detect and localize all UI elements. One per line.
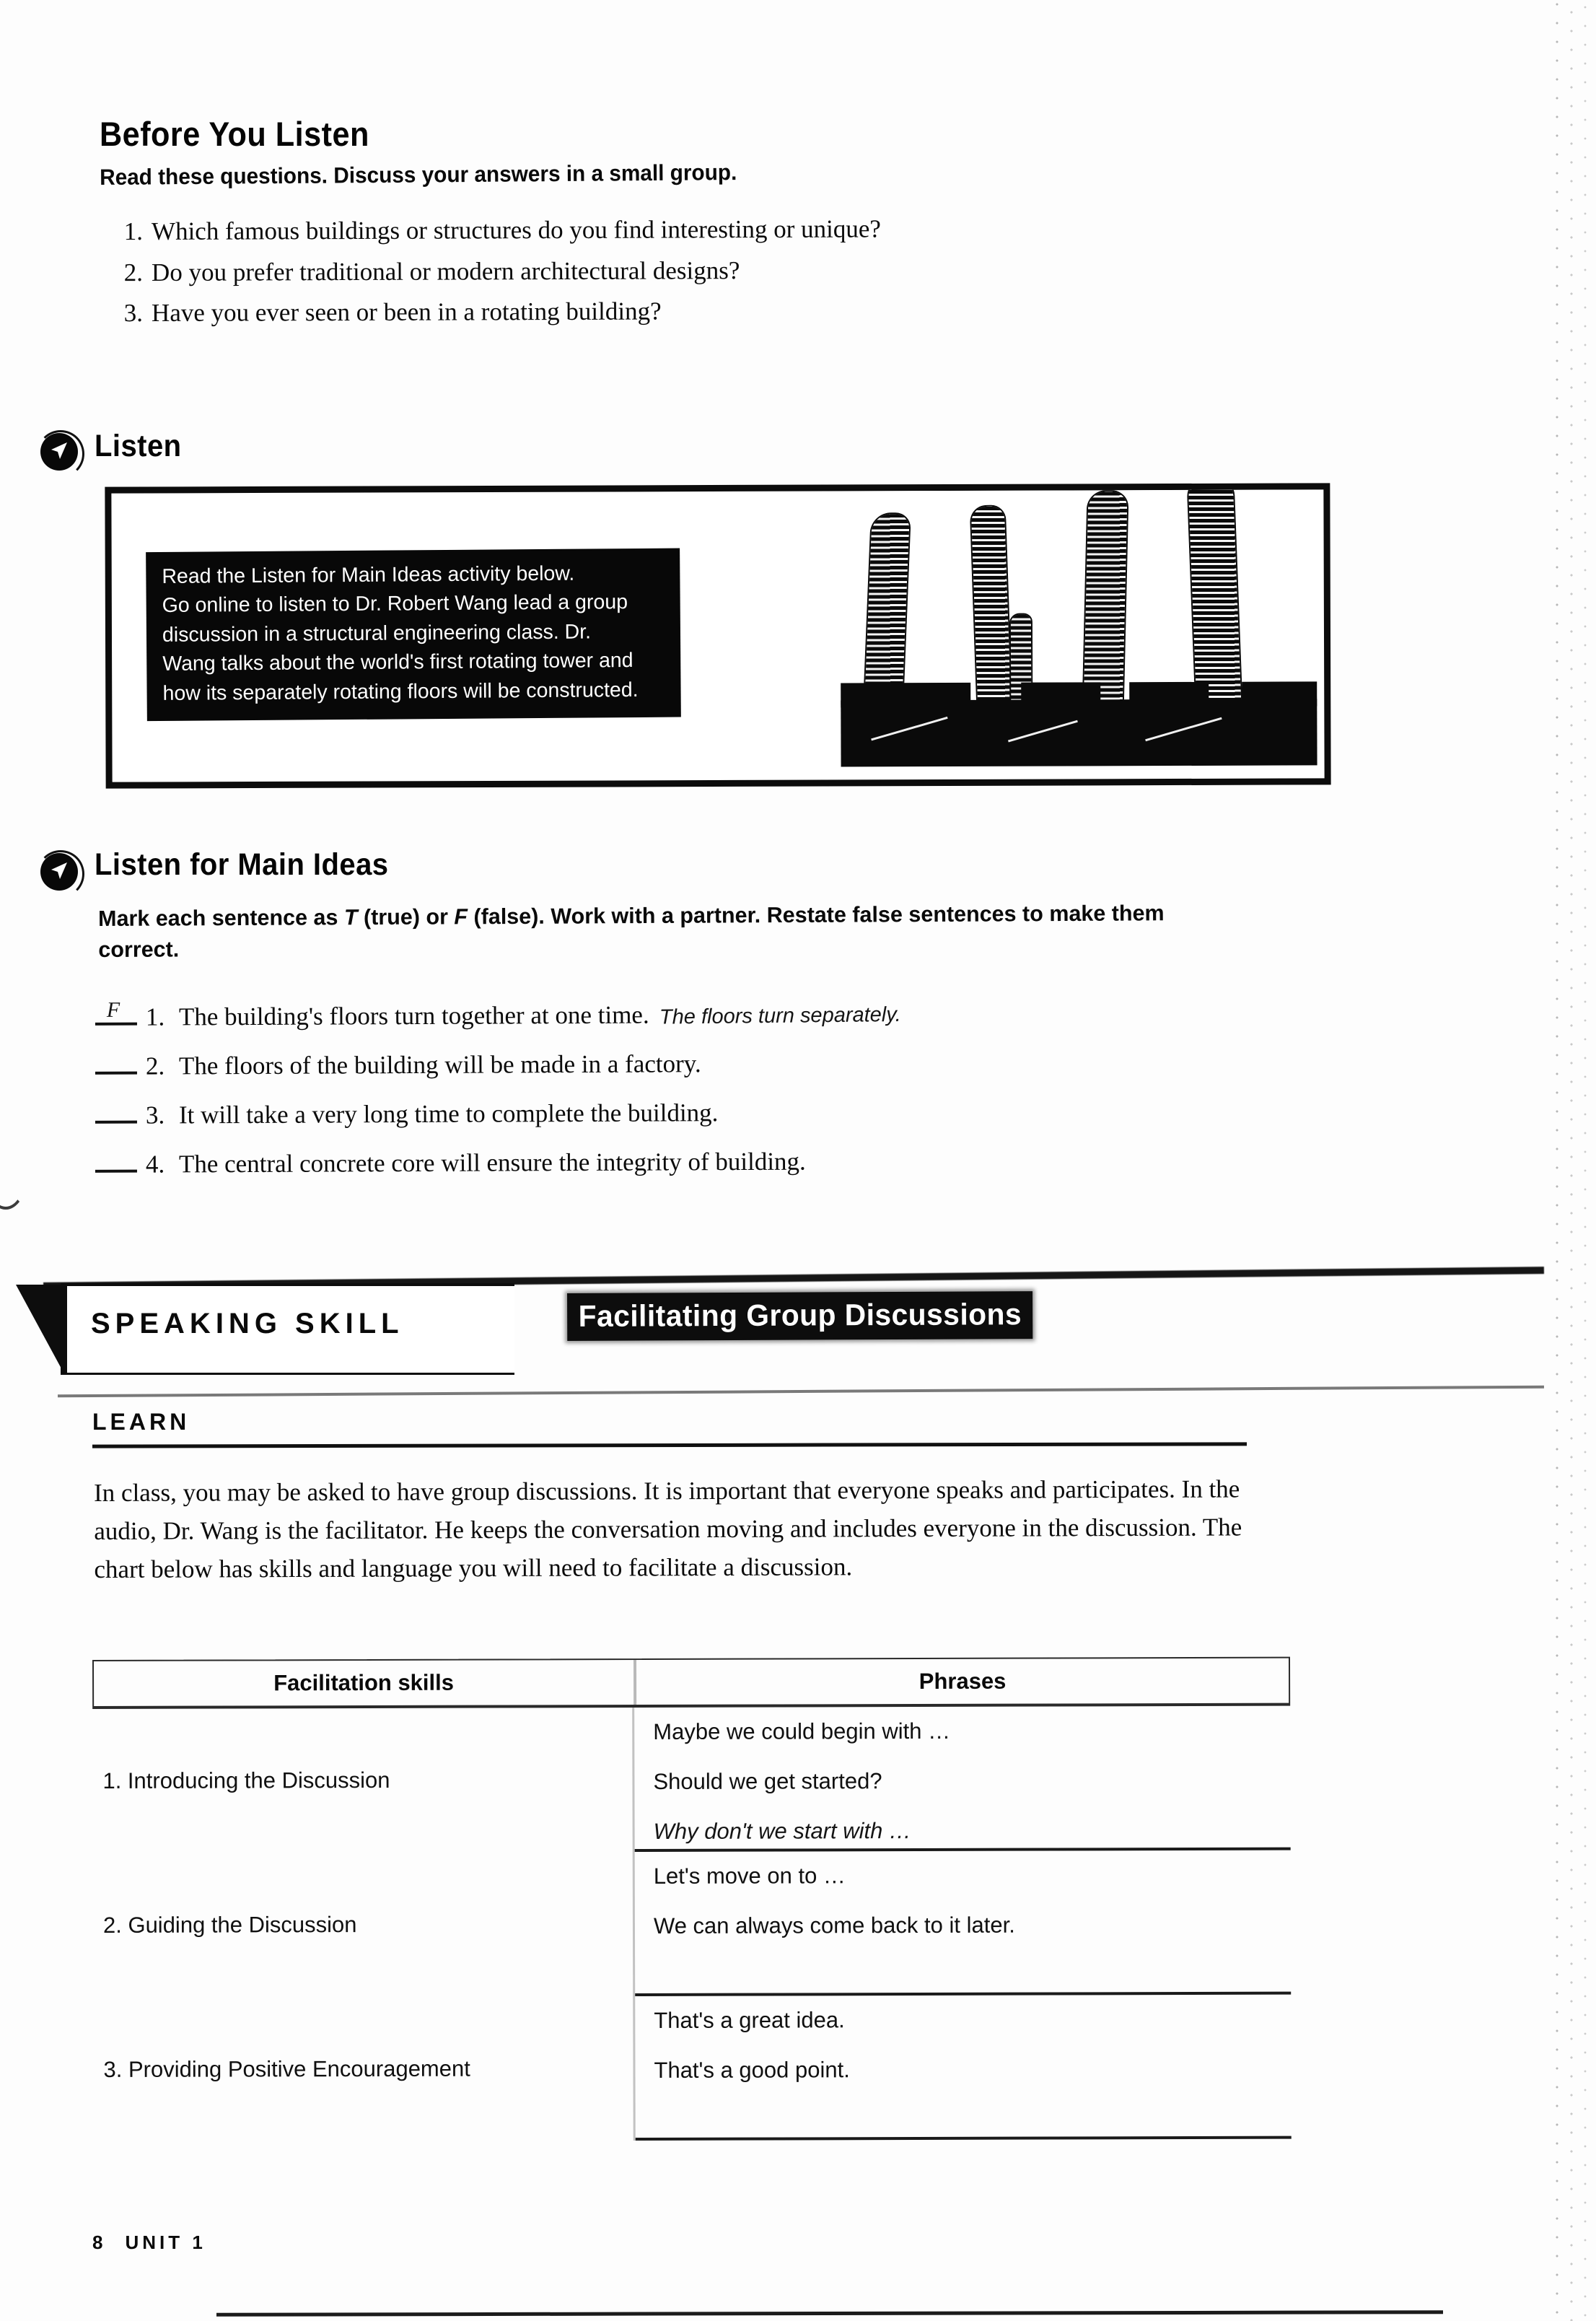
list-item-text: The building's floors turn together at one time. xyxy=(178,1000,649,1031)
list-item xyxy=(123,248,1378,294)
skyline-foreground xyxy=(841,699,1317,766)
answer-blank[interactable] xyxy=(95,1072,137,1075)
correction-note: The floors turn separately. xyxy=(659,1002,901,1029)
skill-cell: 2. Guiding the Discussion xyxy=(102,1912,357,1938)
phrase-item: Let's move on to … xyxy=(653,1863,846,1889)
phrase-cell xyxy=(635,1995,1292,2141)
table-row xyxy=(95,999,1394,1054)
answer-blank[interactable] xyxy=(95,1170,137,1173)
phrase-answer-blank[interactable] xyxy=(654,1963,1291,1987)
list-item-text: The floors of the building will be made in a factory. xyxy=(178,1049,701,1080)
before-you-listen-heading: Before You Listen xyxy=(100,115,369,153)
phrase-item: Maybe we could begin with … xyxy=(653,1718,951,1744)
phrase-answer-blank[interactable] xyxy=(654,2107,1292,2131)
caption-line: Wang talks about the world's first rotating tower and xyxy=(162,649,633,676)
phrase-answer-blank[interactable]: Why don't we start with … xyxy=(653,1818,912,1844)
true-false-list xyxy=(95,997,1394,1198)
list-item-text: Have you ever seen or been in a rotating building? xyxy=(151,297,662,328)
listen-caption-box xyxy=(146,548,681,722)
speaking-skill-label: SPEAKING SKILL xyxy=(91,1308,404,1339)
column-header-facilitation-skills: Facilitation skills xyxy=(273,1669,455,1696)
list-item-number: 3. xyxy=(123,299,144,328)
list-item-text: It will take a very long time to complete the building. xyxy=(178,1098,719,1129)
false-letter: F xyxy=(454,904,468,930)
listen-heading: Listen xyxy=(95,429,182,463)
skill-cell: 3. Providing Positive Encouragement xyxy=(103,2055,470,2082)
list-item-number: 4. xyxy=(145,1150,165,1179)
list-item-number: 1. xyxy=(123,217,144,246)
page-footer xyxy=(92,2232,206,2254)
rotating-tower-2 xyxy=(971,507,1012,723)
list-item-number: 1. xyxy=(145,1002,165,1031)
list-item-text: Which famous buildings or structures do you find interesting or unique? xyxy=(151,214,881,245)
learn-divider xyxy=(92,1442,1247,1448)
chart-header-row xyxy=(92,1657,1290,1709)
table-row xyxy=(92,1706,1291,1853)
phrase-item: That's a good point. xyxy=(654,2057,850,2083)
list-item-text: The central concrete core will ensure the integrity of building. xyxy=(178,1147,806,1179)
caption-line: Read the Listen for Main Ideas activity below. xyxy=(162,561,575,588)
phrase-item: Should we get started? xyxy=(653,1768,882,1794)
phrase-cell xyxy=(635,1850,1292,1996)
list-item-text: Do you prefer traditional or modern architectural designs? xyxy=(151,255,740,287)
page-number: 8 xyxy=(92,2232,107,2253)
scan-page-curl xyxy=(0,1140,27,1210)
table-row xyxy=(93,1850,1292,1998)
audio-arrow-badge-icon xyxy=(40,433,78,471)
banner-arrow-icon xyxy=(16,1285,62,1370)
list-item xyxy=(123,207,1378,253)
phrase-item: That's a great idea. xyxy=(654,2007,845,2033)
audio-arrow-badge-icon xyxy=(40,853,78,891)
true-letter: T xyxy=(343,905,358,930)
banner-bottom-rule xyxy=(58,1386,1544,1398)
before-you-listen-instruction: Read these questions. Discuss your answers in a small group. xyxy=(100,159,737,190)
caption-line: discussion in a structural engineering class. Dr. xyxy=(162,620,592,647)
table-row xyxy=(93,1995,1292,2142)
list-item-number: 3. xyxy=(145,1101,165,1129)
table-row xyxy=(95,1146,1394,1201)
speaking-skill-name: Facilitating Group Discussions xyxy=(567,1291,1033,1341)
learn-label: LEARN xyxy=(92,1409,190,1435)
answer-blank[interactable] xyxy=(95,1121,137,1124)
unit-label: UNIT 1 xyxy=(125,2232,206,2253)
answer-blank[interactable] xyxy=(95,997,137,1026)
facilitation-skills-chart xyxy=(92,1657,1292,2142)
instruction-part: (true) or xyxy=(357,904,455,930)
list-item xyxy=(123,289,1378,334)
skyline-photo xyxy=(840,489,1317,766)
skill-cell: 1. Introducing the Discussion xyxy=(102,1767,390,1793)
caption-line: how its separately rotating floors will be constructed. xyxy=(162,678,639,705)
learn-paragraph: In class, you may be asked to have group discussions. It is important that everyone speaks and participates. In the audio, Dr. Wang is the facilitator. He keeps the conversation moving and includes everyone in the discussion. The chart below has skills and language you will need to facilitate a discussion. xyxy=(94,1474,1242,1584)
list-item-number: 2. xyxy=(145,1052,165,1080)
before-you-listen-question-list xyxy=(108,209,1378,332)
instruction-part: (false). Work with a partner. Restate false sentences to make them correct. xyxy=(98,901,1165,963)
listen-for-main-ideas-instruction xyxy=(98,898,1209,966)
phrase-item: We can always come back to it later. xyxy=(653,1912,1015,1938)
instruction-part: Mark each sentence as xyxy=(98,905,344,931)
table-row xyxy=(95,1097,1394,1152)
scan-edge-speckle xyxy=(1551,0,1596,2321)
column-header-phrases: Phrases xyxy=(918,1668,1007,1695)
answer-value: F xyxy=(106,997,120,1022)
table-row xyxy=(95,1048,1394,1103)
list-item-number: 2. xyxy=(123,258,144,287)
caption-line: Go online to listen to Dr. Robert Wang lead a group xyxy=(162,590,628,618)
listen-for-main-ideas-heading: Listen for Main Ideas xyxy=(95,847,389,882)
phrase-cell xyxy=(634,1706,1291,1852)
listen-figure xyxy=(105,483,1330,788)
scan-bottom-edge xyxy=(216,2310,1443,2317)
